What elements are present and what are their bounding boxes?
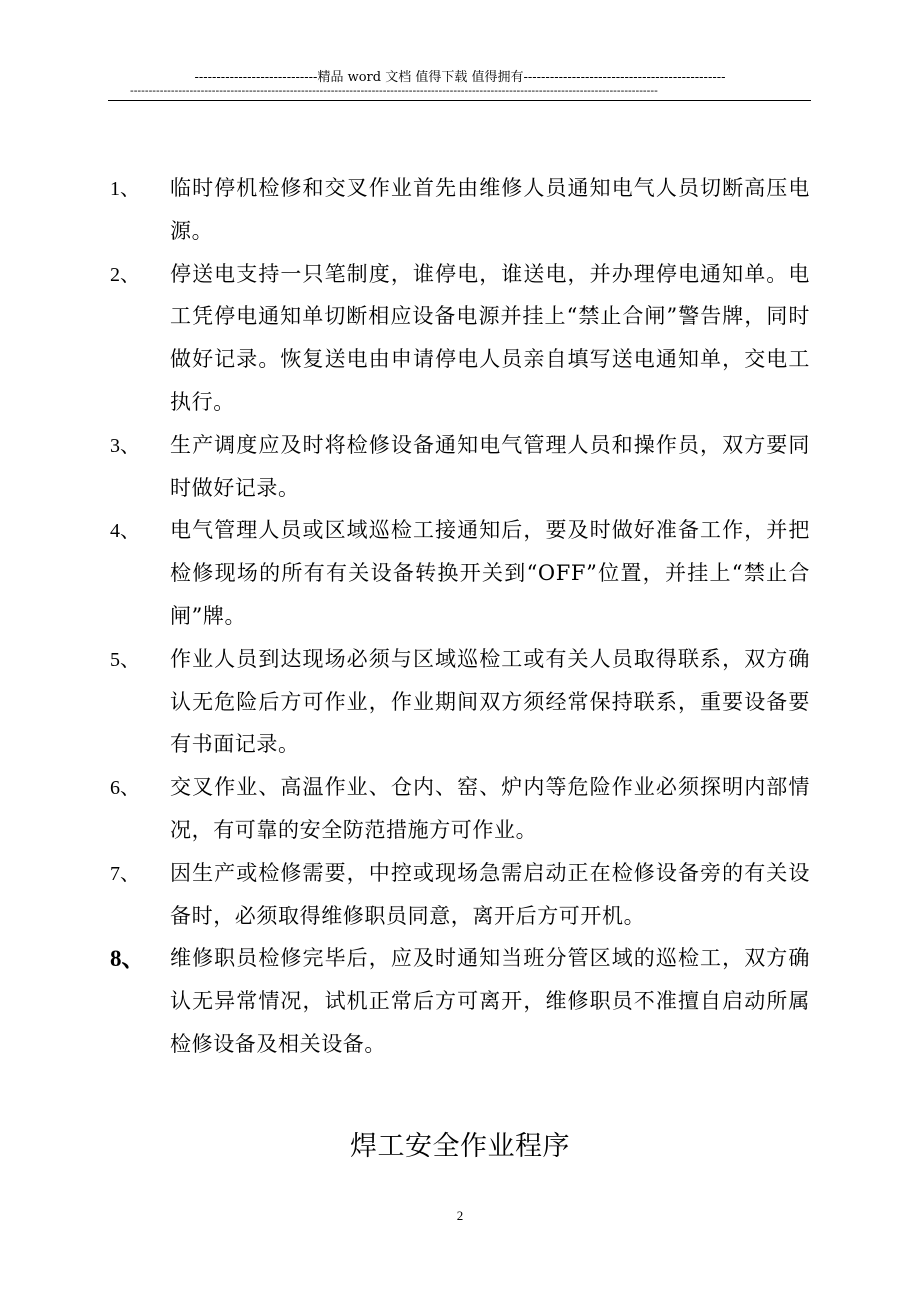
section-title: 焊工安全作业程序: [350, 1131, 570, 1162]
header-rule: [108, 100, 811, 101]
item-number: 2、: [110, 263, 140, 286]
item-number: 1、: [110, 178, 140, 200]
page-number: 2: [456, 1208, 464, 1223]
item-number: 4、: [110, 520, 140, 543]
list-item: [110, 509, 810, 637]
procedure-list: [110, 167, 810, 1066]
item-number: 8、: [110, 946, 145, 972]
list-item: [110, 766, 810, 852]
header-dash-line: ----------------------------------------------------------------------------------------------------------------------------------------------: [130, 84, 658, 97]
list-item: [110, 638, 810, 766]
item-text: 电气管理人员或区域巡检工接通知后，要及时做好准备工作，并把检修现场的所有有关设备转换开关到“OFF”位置，并挂上“禁止合闸”牌。: [170, 518, 810, 628]
item-number: 3、: [110, 434, 140, 457]
item-number: 7、: [110, 862, 140, 885]
list-item: [110, 937, 810, 1065]
list-item: [110, 424, 810, 510]
item-number: 6、: [110, 777, 140, 800]
item-text: 维修职员检修完毕后，应及时通知当班分管区域的巡检工，双方确认无异常情况，试机正常后方可离开，维修职员不准擅自启动所属检修设备及相关设备。: [170, 946, 810, 1056]
item-text: 临时停机检修和交叉作业首先由维修人员通知电气人员切断高压电源。: [170, 176, 810, 243]
header-banner: ----------------------------精品 word 文档 值得下载 值得拥有----------------------------------------------: [194, 70, 726, 85]
item-text: 停送电支持一只笔制度，谁停电，谁送电，并办理停电通知单。电工凭停电通知单切断相应设备电源并挂上“禁止合闸”警告牌，同时做好记录。恢复送电由申请停电人员亲自填写送电通知单，交电工执行。: [170, 261, 810, 414]
item-text: 作业人员到达现场必须与区域巡检工或有关人员取得联系，双方确认无危险后方可作业，作业期间双方须经常保持联系，重要设备要有书面记录。: [170, 646, 810, 757]
item-number: 5、: [110, 648, 140, 671]
item-text: 因生产或检修需要，中控或现场急需启动正在检修设备旁的有关设备时，必须取得维修职员同意，离开后方可开机。: [170, 860, 810, 928]
list-item: [110, 852, 810, 938]
list-item: [110, 167, 810, 253]
item-text: 交叉作业、高温作业、仓内、窑、炉内等危险作业必须探明内部情况，有可靠的安全防范措施方可作业。: [170, 775, 810, 842]
item-text: 生产调度应及时将检修设备通知电气管理人员和操作员，双方要同时做好记录。: [170, 432, 810, 500]
list-item: [110, 253, 810, 424]
